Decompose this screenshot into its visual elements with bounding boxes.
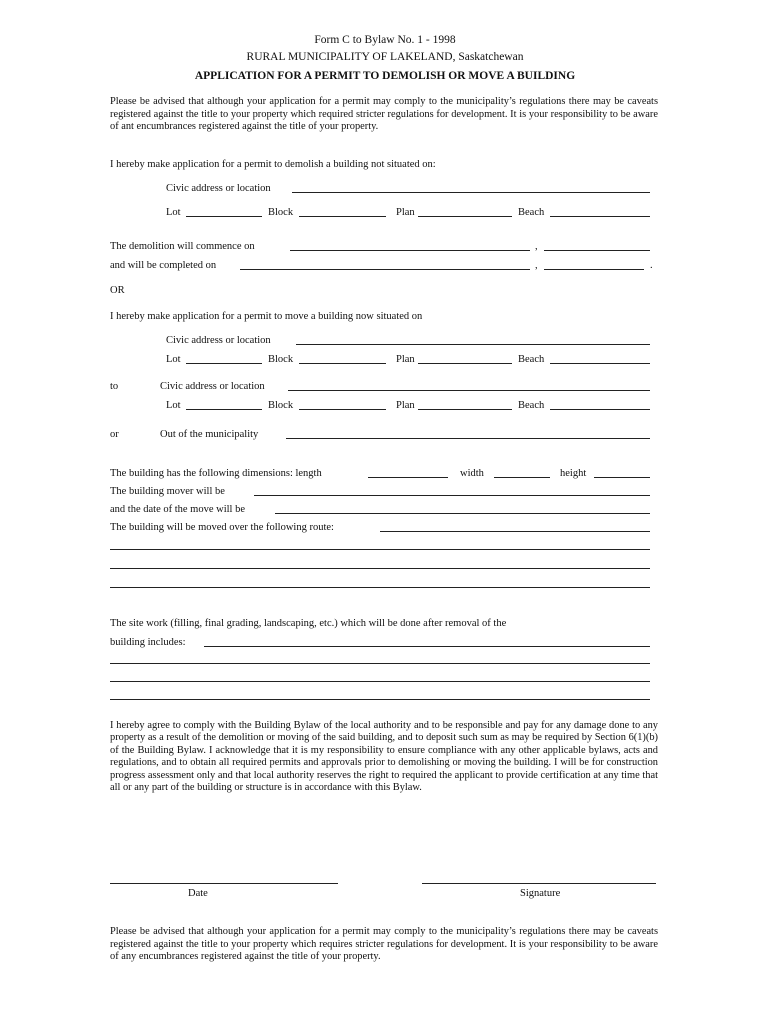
route-field[interactable] <box>380 531 650 532</box>
height-label: height <box>560 468 587 479</box>
signature-label: Signature <box>520 888 561 899</box>
move-from-plan-label: Plan <box>396 354 415 365</box>
commence-date-field[interactable] <box>290 250 530 251</box>
demolish-block-field[interactable] <box>299 216 386 217</box>
route-field-line[interactable] <box>110 587 650 588</box>
to-label: to <box>110 381 119 392</box>
outside-municipality-label: Out of the municipality <box>160 429 259 440</box>
comma: , <box>535 241 538 252</box>
signature-field[interactable] <box>422 883 656 884</box>
length-field[interactable] <box>368 477 448 478</box>
intro-notice: Please be advised that although your application for a permit may comply to the municipality’s regulations there may be caveats registered against the title to your property which required stricter regulations for development. It is your responsibility to be aware of ant encumbrances registered against the title of your property. <box>110 96 658 133</box>
commence-year-field[interactable] <box>544 250 650 251</box>
demolish-civic-label: Civic address or location <box>166 183 271 194</box>
move-to-lot-label: Lot <box>166 400 181 411</box>
demolition-commence-label: The demolition will commence on <box>110 241 255 252</box>
footer-notice: Please be advised that although your application for a permit may comply to the municipality’s regulations there may be caveats registered against the title to your property which requires stricter regulations for development. It is your responsibility to be aware of any encumbrances registered against the title of your property. <box>110 926 658 963</box>
width-label: width <box>460 468 484 479</box>
demolish-lot-field[interactable] <box>186 216 262 217</box>
date-label: Date <box>188 888 208 899</box>
move-to-civic-field[interactable] <box>288 390 650 391</box>
agreement-text: I hereby agree to comply with the Building Bylaw of the local authority and to be responsible and pay for any damage done to any property as a result of the demolition or moving of the said building, and to deposit such sum as may be required by Section 6(1)(b) of the Building Bylaw. I acknowledge that it is my responsibility to ensure compliance with any other applicable bylaws, acts and regulations, and to obtain all required permits and approvals prior to demolishing or moving the building. I will be for construction progress assessment only and that local authority reserves the right to required the applicant to provide certification at any time that all or any part of the building or structure is in accordance with this Bylaw. <box>110 720 658 794</box>
site-work-field-line[interactable] <box>110 663 650 664</box>
site-work-field-line[interactable] <box>110 681 650 682</box>
date-field[interactable] <box>110 883 338 884</box>
demolish-civic-field[interactable] <box>292 192 650 193</box>
demolish-beach-label: Beach <box>518 207 545 218</box>
move-from-beach-label: Beach <box>518 354 545 365</box>
move-to-beach-field[interactable] <box>550 409 650 410</box>
move-to-plan-label: Plan <box>396 400 415 411</box>
site-work-label-cont: building includes: <box>110 637 186 648</box>
move-from-lot-label: Lot <box>166 354 181 365</box>
route-label: The building will be moved over the following route: <box>110 522 334 533</box>
move-from-plan-field[interactable] <box>418 363 512 364</box>
site-work-label: The site work (filling, final grading, landscaping, etc.) which will be done after removal of the <box>110 618 507 629</box>
demolish-statement: I hereby make application for a permit to demolish a building not situated on: <box>110 159 436 170</box>
route-field-line[interactable] <box>110 549 650 550</box>
comma: , <box>535 260 538 271</box>
dimensions-label: The building has the following dimensions: length <box>110 468 322 479</box>
width-field[interactable] <box>494 477 550 478</box>
move-statement: I hereby make application for a permit to move a building now situated on <box>110 311 423 322</box>
period: . <box>650 260 653 271</box>
move-from-lot-field[interactable] <box>186 363 262 364</box>
mover-label: The building mover will be <box>110 486 225 497</box>
move-from-block-field[interactable] <box>299 363 386 364</box>
move-from-block-label: Block <box>268 354 294 365</box>
move-to-plan-field[interactable] <box>418 409 512 410</box>
move-to-block-label: Block <box>268 400 294 411</box>
route-field-line[interactable] <box>110 568 650 569</box>
outside-municipality-field[interactable] <box>286 438 650 439</box>
move-from-beach-field[interactable] <box>550 363 650 364</box>
completed-date-field[interactable] <box>240 269 530 270</box>
move-date-field[interactable] <box>275 513 650 514</box>
move-to-beach-label: Beach <box>518 400 545 411</box>
move-to-block-field[interactable] <box>299 409 386 410</box>
height-field[interactable] <box>594 477 650 478</box>
site-work-field-line[interactable] <box>110 699 650 700</box>
or-separator: OR <box>110 285 125 296</box>
move-from-civic-field[interactable] <box>296 344 650 345</box>
municipality-name: RURAL MUNICIPALITY OF LAKELAND, Saskatchewan <box>246 51 524 63</box>
demolish-plan-field[interactable] <box>418 216 512 217</box>
move-to-civic-label: Civic address or location <box>160 381 265 392</box>
move-date-label: and the date of the move will be <box>110 504 245 515</box>
site-work-field[interactable] <box>204 646 650 647</box>
page-title: APPLICATION FOR A PERMIT TO DEMOLISH OR MOVE A BUILDING <box>194 70 576 82</box>
move-from-civic-label: Civic address or location <box>166 335 271 346</box>
demolish-lot-label: Lot <box>166 207 181 218</box>
demolish-block-label: Block <box>268 207 294 218</box>
mover-field[interactable] <box>254 495 650 496</box>
or-label: or <box>110 429 119 440</box>
form-reference: Form C to Bylaw No. 1 - 1998 <box>314 34 456 46</box>
demolish-plan-label: Plan <box>396 207 415 218</box>
demolish-beach-field[interactable] <box>550 216 650 217</box>
move-to-lot-field[interactable] <box>186 409 262 410</box>
demolition-completed-label: and will be completed on <box>110 260 217 271</box>
completed-year-field[interactable] <box>544 269 644 270</box>
